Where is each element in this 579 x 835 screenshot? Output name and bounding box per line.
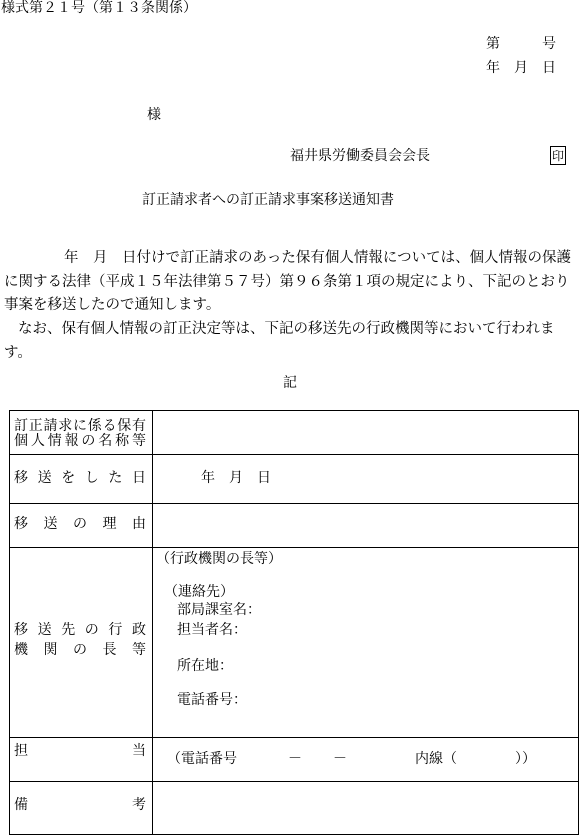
charge-phone-label: （電話番号 xyxy=(167,751,237,767)
seal-stamp-box: 印 xyxy=(550,146,566,165)
row-label-destination xyxy=(10,548,153,738)
charge-extension-close: ）） xyxy=(515,751,536,767)
sender-name: 福井県労働委員会会長 xyxy=(290,148,430,164)
label-text: 移送をした日 xyxy=(14,470,146,486)
table-row xyxy=(10,455,579,504)
table-row xyxy=(10,504,579,548)
label-line: 移送先の行政 xyxy=(14,622,146,638)
ki-heading: 記 xyxy=(283,375,297,391)
charge-phone-dash: － xyxy=(288,751,302,767)
destination-contact: （連絡先） xyxy=(164,584,234,600)
table-row xyxy=(10,548,579,738)
form-number: 様式第２１号（第１３条関係） xyxy=(1,0,197,16)
addressee-honorific: 様 xyxy=(147,107,161,123)
row-label-transfer-reason xyxy=(10,504,153,548)
destination-head-title: （行政機関の長等） xyxy=(156,551,282,567)
destination-address: 所在地： xyxy=(177,658,233,674)
label-text: 備考 xyxy=(14,797,146,813)
label-line: 個人情報の名称等 xyxy=(14,433,146,449)
transfer-reason-value-cell[interactable] xyxy=(153,504,579,548)
document-title: 訂正請求者への訂正請求事案移送通知書 xyxy=(142,192,394,208)
charge-extension-label: 内線（ xyxy=(415,751,457,767)
table-row xyxy=(10,738,579,782)
body-paragraph-2: なお、保有個人情報の訂正決定等は、下記の移送先の行政機関等において行われます。 xyxy=(4,321,555,361)
charge-phone-dash: － xyxy=(333,751,347,767)
destination-person: 担当者名： xyxy=(177,622,247,638)
destination-phone: 電話番号： xyxy=(177,692,247,708)
row-label-in-charge xyxy=(10,738,153,782)
notice-form-table xyxy=(9,410,579,835)
table-row xyxy=(10,782,579,835)
label-line: 機関の長等 xyxy=(14,642,146,658)
table-row xyxy=(10,411,579,455)
document-date: 年 月 日 xyxy=(486,60,556,76)
notes-value-cell[interactable] xyxy=(153,782,579,835)
row-label-info-name xyxy=(10,411,153,455)
label-text: 移送の理由 xyxy=(14,516,146,532)
row-label-notes xyxy=(10,782,153,835)
document-number: 第 号 xyxy=(486,36,556,52)
body-paragraph-1: 年 月 日付けで訂正請求のあった保有個人情報については、個人情報の保護に関する法律（平成１５年法律第５７号）第９６条第１項の規定により、下記のとおり事案を移送したので通知します。 xyxy=(4,250,572,313)
transfer-date-text: 年 月 日 xyxy=(201,470,271,486)
in-charge-value-cell[interactable] xyxy=(153,738,579,782)
label-line: 訂正請求に係る保有 xyxy=(14,418,146,434)
destination-dept: 部局課室名： xyxy=(177,602,261,618)
row-label-transfer-date xyxy=(10,455,153,504)
transfer-date-value-cell[interactable] xyxy=(153,455,579,504)
info-name-value-cell[interactable] xyxy=(153,411,579,455)
label-text: 担当 xyxy=(14,743,146,759)
destination-value-cell[interactable] xyxy=(153,548,579,738)
